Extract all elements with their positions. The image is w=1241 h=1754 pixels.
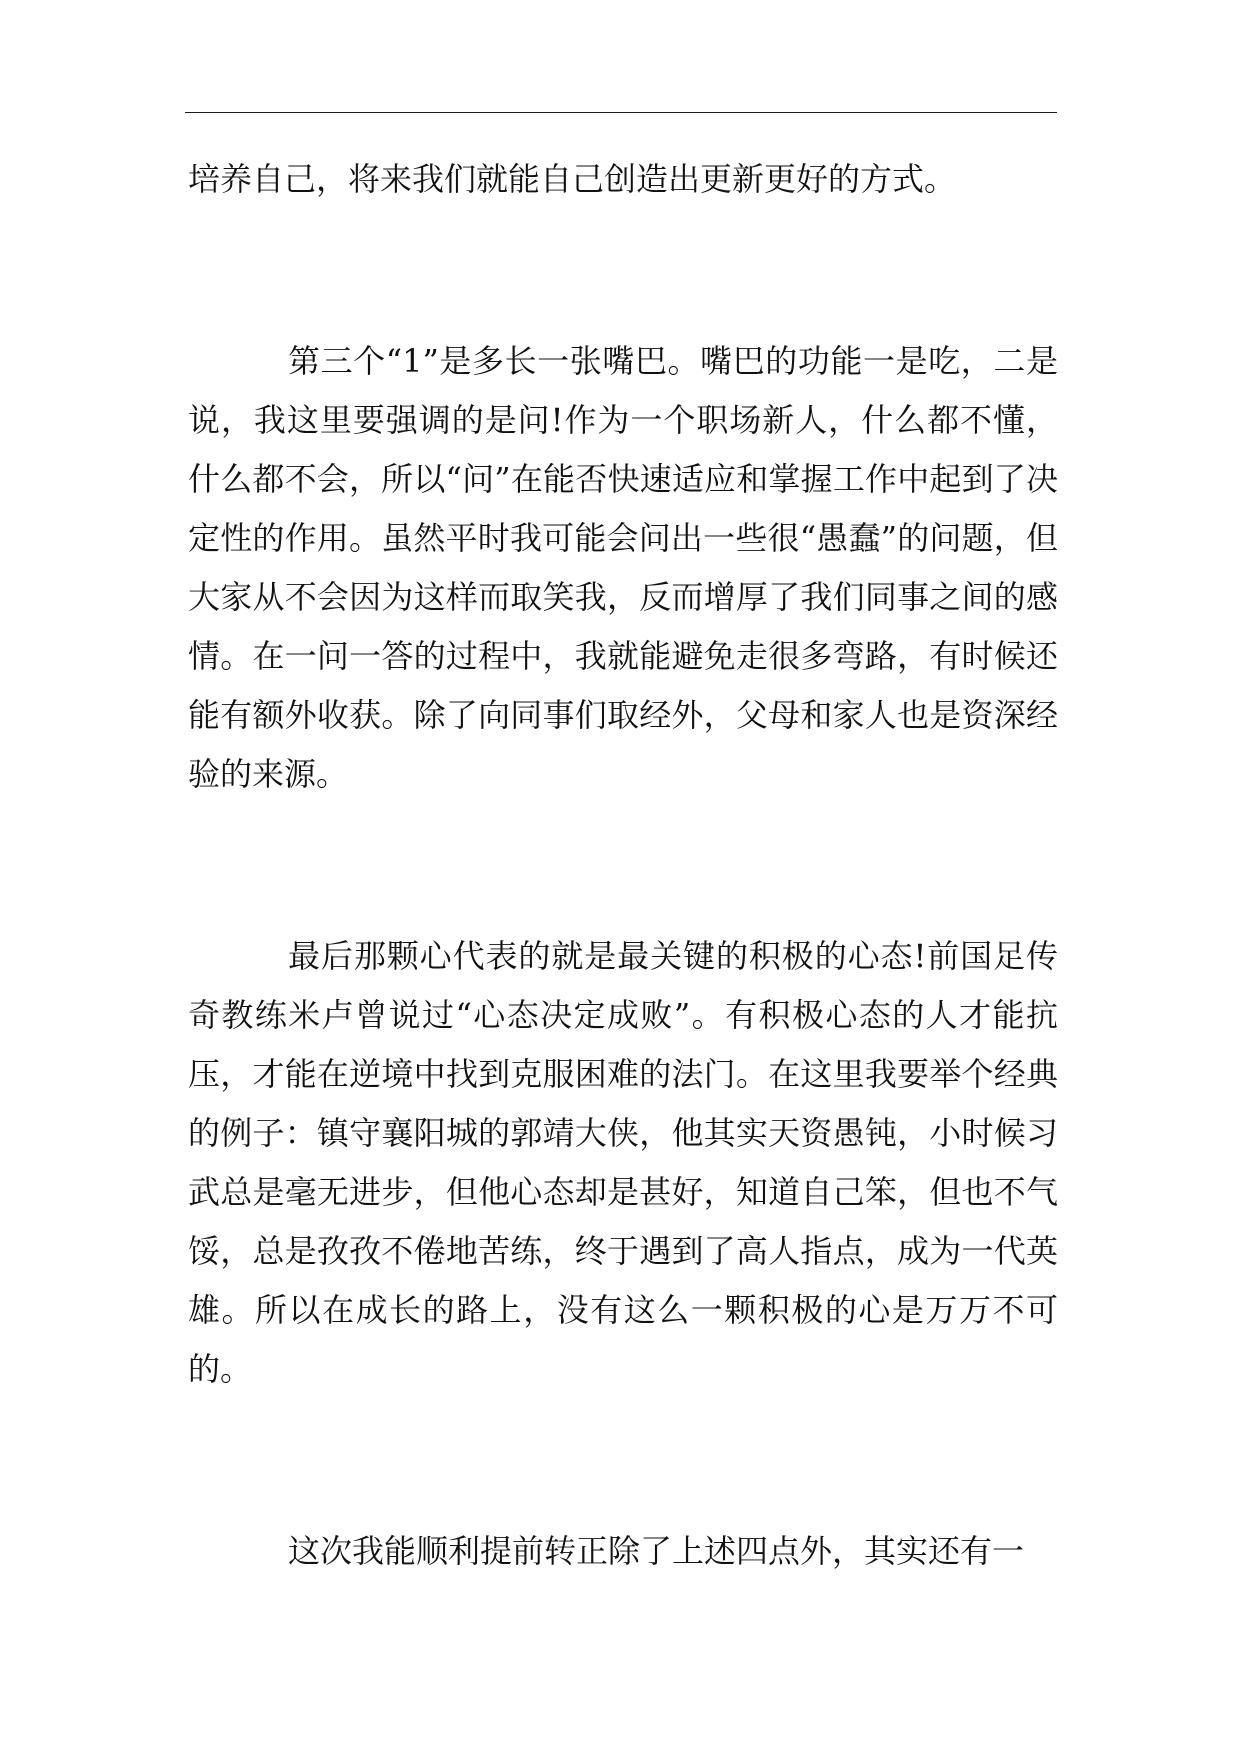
paragraph-spacer — [188, 209, 1058, 332]
paragraph-spacer — [188, 804, 1058, 927]
paragraph-1: 培养自己，将来我们就能自己创造出更新更好的方式。 — [188, 160, 957, 198]
paragraph-spacer — [188, 1399, 1058, 1522]
paragraph-3: 最后那颗心代表的就是最关键的积极的心态!前国足传奇教练米卢曾说过“心态决定成败”。有积极心态的人才能抗压，才能在逆境中找到克服困难的法门。在这里我要举个经典的例子：镇守襄阳城的郭靖大侠，他其实天资愚钝，小时候习武总是毫无进步，但他心态却是甚好，知道自己笨，但也不气馁，总是孜孜不倦地苦练，终于遇到了高人指点，成为一代英雄。所以在成长的路上，没有这么一颗积极的心是万万不可的。 — [188, 937, 1058, 1388]
document-body — [188, 150, 1058, 1581]
header-rule — [185, 112, 1057, 113]
paragraph-2: 第三个“1”是多长一张嘴巴。嘴巴的功能一是吃，二是说，我这里要强调的是问!作为一个职场新人，什么都不懂，什么都不会，所以“问”在能否快速适应和掌握工作中起到了决定性的作用。虽然平时我可能会问出一些很“愚蠢”的问题，但大家从不会因为这样而取笑我，反而增厚了我们同事之间的感情。在一问一答的过程中，我就能避免走很多弯路，有时候还能有额外收获。除了向同事们取经外，父母和家人也是资深经验的来源。 — [188, 342, 1058, 793]
paragraph-4: 这次我能顺利提前转正除了上述四点外，其实还有一 — [288, 1532, 1025, 1570]
